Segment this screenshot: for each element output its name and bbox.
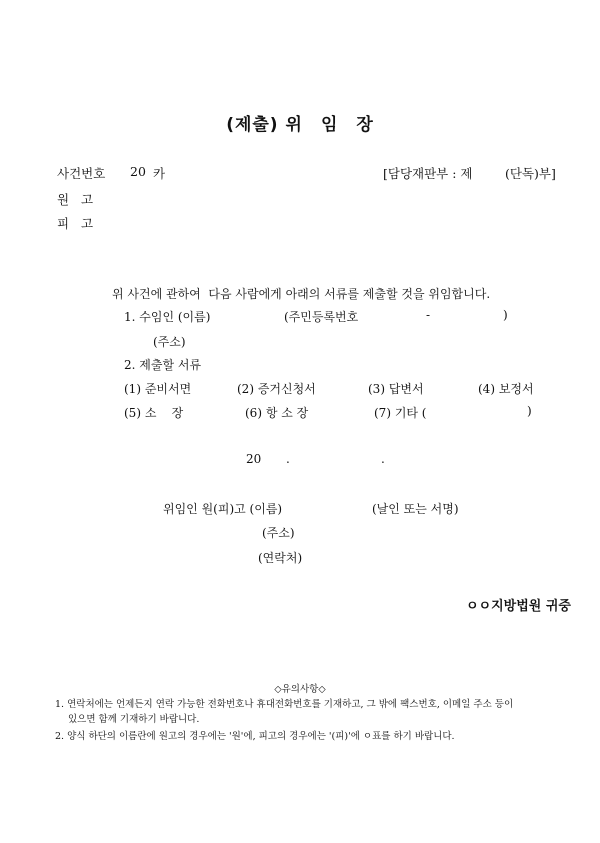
doc-appeal: (6) 항 소 장 [245, 406, 309, 420]
doc-evidence-application: (2) 증거신청서 [237, 382, 316, 396]
delegator-address-label: (주소) [262, 526, 295, 540]
title-char-1: 위 [285, 115, 303, 135]
resident-number-label: (주민등록번호 [284, 310, 359, 324]
note-2: 2. 양식 하단의 이름란에 원고의 경우에는 '원'에, 피고의 경우에는 '(피)'에 ㅇ표를 하기 바랍니다. [55, 731, 455, 742]
title-prefix: (제출) [226, 115, 279, 135]
doc-preparatory-brief: (1) 준비서면 [124, 382, 192, 396]
delegation-statement: 위 사건에 관하여 다음 사람에게 아래의 서류를 제출할 것을 위임합니다. [112, 287, 491, 301]
date-dot-day: . [381, 452, 385, 466]
resident-number-close: ) [503, 308, 508, 322]
date-dot-month: . [286, 452, 290, 466]
doc-answer: (3) 답변서 [368, 382, 424, 396]
assigned-dept: [담당재판부 : 제 [383, 166, 473, 181]
defendant-label: 피 고 [57, 216, 94, 231]
date-year: 20 [246, 452, 262, 466]
documents-label: 2. 제출할 서류 [124, 358, 202, 372]
title-char-3: 장 [356, 115, 374, 135]
doc-complaint: (5) 소 장 [124, 406, 184, 420]
doc-amendment: (4) 보정서 [478, 382, 534, 396]
attorney-address-label: (주소) [153, 335, 186, 349]
court-addressee: ㅇㅇ지방법원 귀중 [466, 599, 571, 614]
document-title [0, 110, 600, 135]
case-number-label: 사건번호 [57, 166, 106, 181]
case-year: 20 [130, 164, 146, 179]
resident-number-dash: - [426, 308, 431, 322]
delegator-contact-label: (연락처) [258, 551, 303, 565]
note-1-line-2: 있으면 함께 기재하기 바랍니다. [68, 714, 200, 725]
case-type: 카 [153, 166, 166, 181]
single-judge-dept: (단독)부] [505, 166, 556, 181]
doc-other: (7) 기타 ( [374, 406, 427, 420]
note-1-line-1: 1. 연락처에는 언제든지 연락 가능한 전화번호나 휴대전화번호를 기재하고, 그 밖에 팩스번호, 이메일 주소 등이 [55, 699, 514, 710]
plaintiff-label: 원 고 [57, 192, 94, 207]
delegator-name-label: 위임인 원(피)고 (이름) [163, 502, 283, 516]
title-char-2: 임 [320, 115, 339, 135]
notes-heading: ◇유의사항◇ [274, 684, 326, 695]
seal-or-signature-label: (날인 또는 서명) [372, 502, 459, 516]
doc-other-close: ) [527, 404, 532, 418]
attorney-name-label: 1. 수임인 (이름) [124, 310, 211, 324]
